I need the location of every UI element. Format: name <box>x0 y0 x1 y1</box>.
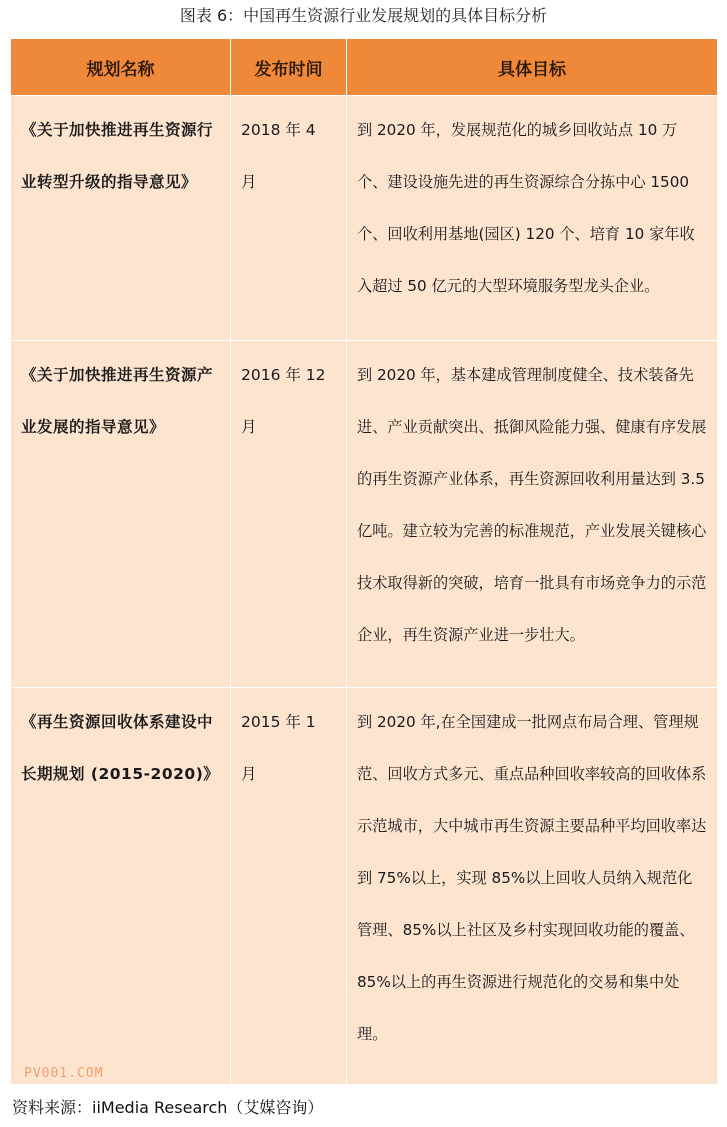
table-header-row <box>11 39 718 96</box>
plan-name-cell: 《关于加快推进再生资源产业发展的指导意见》 <box>11 341 231 688</box>
header-specific-goals: 具体目标 <box>347 39 718 96</box>
release-time-cell: 2016 年 12 月 <box>231 341 347 688</box>
source-note: 资料来源：iiMedia Research（艾媒咨询） <box>12 1098 324 1117</box>
table-row <box>11 688 718 1085</box>
release-time-cell: 2015 年 1 月 <box>231 688 347 1085</box>
release-time-cell: 2018 年 4 月 <box>231 96 347 341</box>
goal-cell: 到 2020 年,在全国建成一批网点布局合理、管理规范、回收方式多元、重点品种回收率较高的回收体系示范城市，大中城市再生资源主要品种平均回收率达到 75%以上，实现 85%以上回收人员纳入规范化管理、85%以上社区及乡村实现回收功能的覆盖、85%以上的再生资源进行规范化的交易和集中处理。 <box>347 688 718 1085</box>
table-row <box>11 341 718 688</box>
watermark: PV001.COM <box>24 1066 104 1081</box>
header-plan-name: 规划名称 <box>11 39 231 96</box>
planning-goals-table <box>10 38 718 1085</box>
table-row <box>11 96 718 341</box>
table-caption: 图表 6：中国再生资源行业发展规划的具体目标分析 <box>179 6 548 25</box>
plan-name-cell: 《再生资源回收体系建设中长期规划 (2015-2020)》 <box>11 688 231 1085</box>
goal-cell: 到 2020 年，基本建成管理制度健全、技术装备先进、产业贡献突出、抵御风险能力强、健康有序发展的再生资源产业体系，再生资源回收利用量达到 3.5 亿吨。建立较为完善的标准规范，产业发展关键核心技术取得新的突破，培育一批具有市场竞争力的示范企业，再生资源产业进一步壮大。 <box>347 341 718 688</box>
goal-cell: 到 2020 年，发展规范化的城乡回收站点 10 万个、建设设施先进的再生资源综合分拣中心 1500 个、回收利用基地(园区) 120 个、培育 10 家年收入超过 50 亿元的大型环境服务型龙头企业。 <box>347 96 718 341</box>
header-release-time: 发布时间 <box>231 39 347 96</box>
plan-name-cell: 《关于加快推进再生资源行业转型升级的指导意见》 <box>11 96 231 341</box>
